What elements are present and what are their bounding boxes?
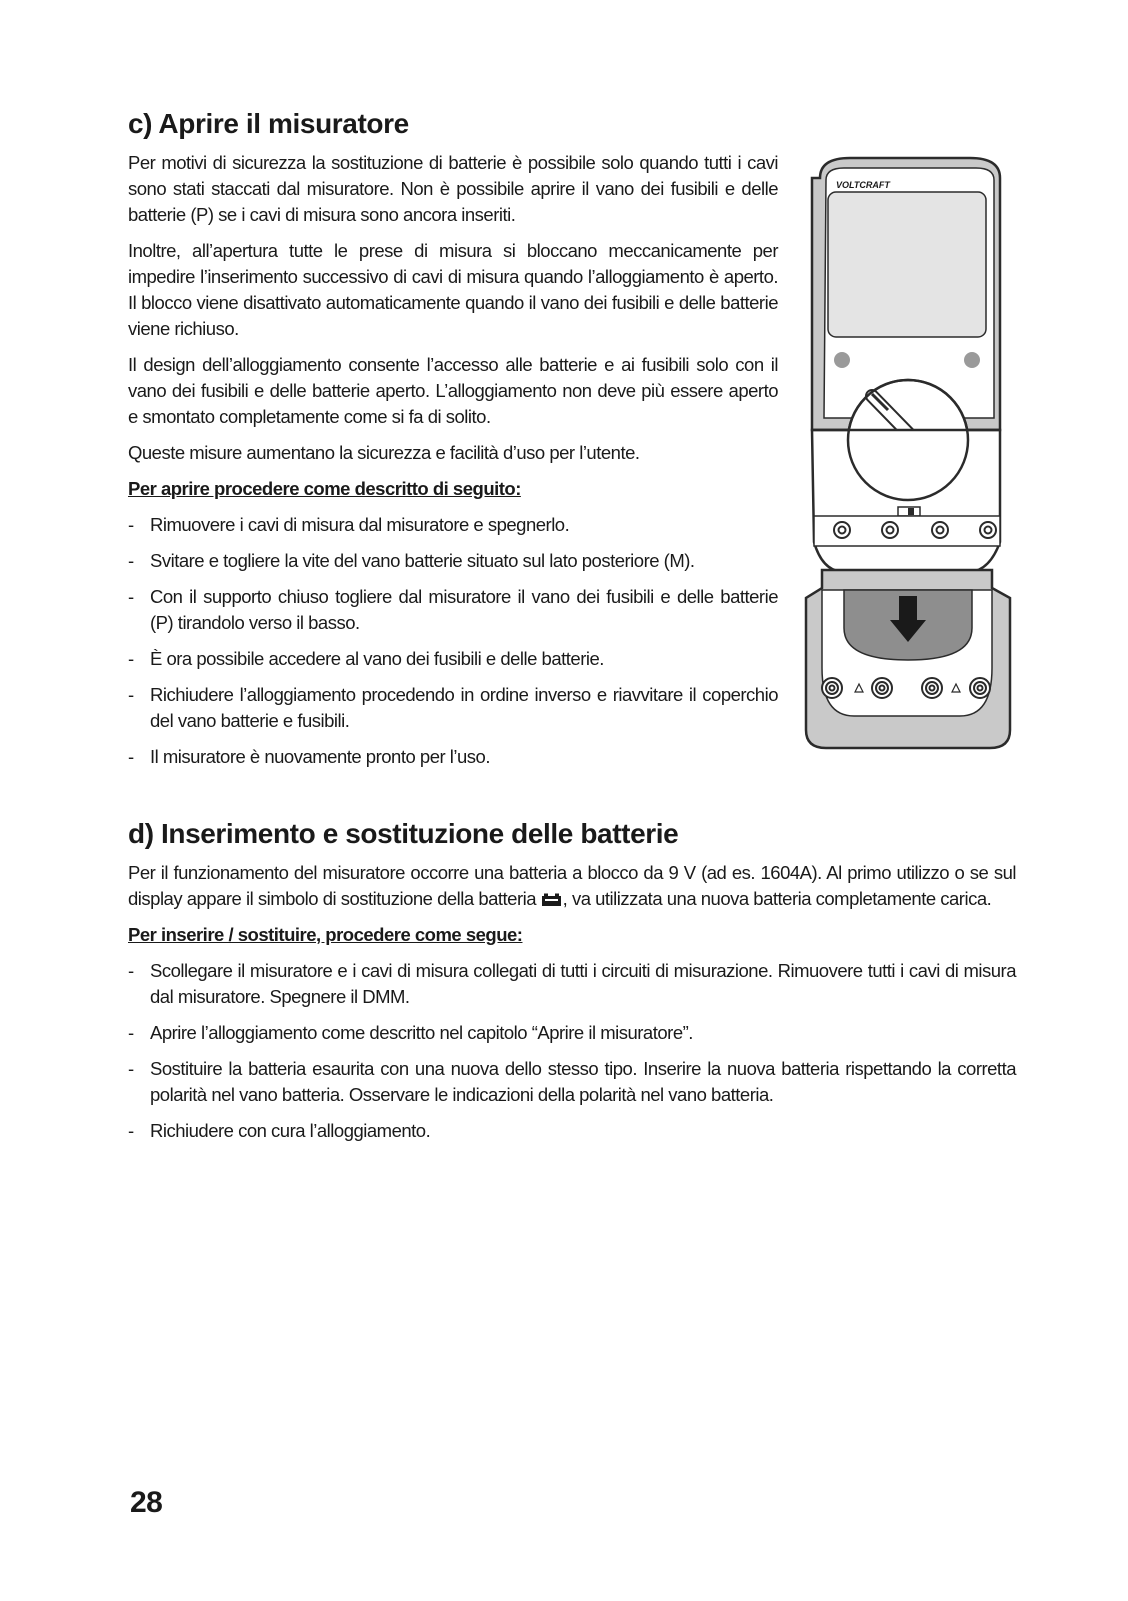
section-d-intro [128,860,1016,912]
list-item [128,682,778,734]
intro-text-end: , va utilizzata una nuova batteria completamente carica. [562,888,992,909]
dash-bullet: - [128,1022,134,1043]
dash-bullet: - [128,550,134,571]
dash-bullet: - [128,684,134,705]
step-text: Richiudere l’alloggiamento procedendo in ordine inverso e riavvitare il coperchio del vano batterie e fusibili. [150,684,778,731]
dash-bullet: - [128,746,134,767]
list-item [128,646,778,672]
list-item [128,512,778,538]
lcd-display [828,192,986,337]
paragraph: Per motivi di sicurezza la sostituzione di batterie è possibile solo quando tutti i cavi sono stati staccati dal misuratore. Non è possibile aprire il vano dei fusibili e delle batterie (P) se i cavi di misura sono ancora inseriti. [128,152,778,225]
section-d-steps [128,958,1016,1144]
battery-icon [541,893,563,907]
section-c-body [128,150,778,780]
list-item [128,958,1016,1010]
list-item [128,1020,1016,1046]
step-text: È ora possibile accedere al vano dei fusibili e delle batterie. [150,648,604,669]
list-item [128,548,778,574]
paragraph: Inoltre, all’apertura tutte le prese di misura si bloccano meccanicamente per impedire l’inserimento successivo di cavi di misura quando l’alloggiamento è aperto. Il blocco viene disattivato automaticamente quando il vano dei fusibili e delle batterie viene richiuso. [128,240,778,339]
dash-bullet: - [128,648,134,669]
step-text: Aprire l’alloggiamento come descritto nel capitolo “Aprire il misuratore”. [150,1022,693,1043]
dash-bullet: - [128,1058,134,1079]
paragraph: Queste misure aumentano la sicurezza e facilità d’uso per l’utente. [128,442,640,463]
step-text: Svitare e togliere la vite del vano batterie situato sul lato posteriore (M). [150,550,695,571]
intro-text: Per il funzionamento del misuratore occorre una batteria a blocco da 9 V (ad es. 1604A). Al primo utilizzo o se sul display appare il simbolo di sostituzione della batteria [128,862,1016,909]
step-text: Rimuovere i cavi di misura dal misuratore e spegnerlo. [150,514,570,535]
button-left-icon [834,352,850,368]
section-c-subheading: Per aprire procedere come descritto di seguito: [128,478,521,499]
page-number: 28 [130,1486,163,1519]
section-c-title: c) Aprire il misuratore [128,108,409,139]
section-d-subheading: Per inserire / sostituire, procedere come segue: [128,924,523,945]
section-d-body [128,860,1016,1154]
section-c-steps [128,512,778,770]
dash-bullet: - [128,960,134,981]
list-item [128,1056,1016,1108]
step-text: Il misuratore è nuovamente pronto per l’uso. [150,746,490,767]
button-right-icon [964,352,980,368]
step-text: Sostituire la batteria esaurita con una nuova dello stesso tipo. Inserire la nuova batteria rispettando la corretta polarità nel vano batteria. Osservare le indicazioni della polarità nel vano batteria. [150,1058,1016,1105]
dash-bullet: - [128,514,134,535]
step-text: Scollegare il misuratore e i cavi di misura collegati di tutti i circuiti di misurazione. Rimuovere tutti i cavi di misura dal misuratore. Spegnere il DMM. [150,960,1016,1007]
multimeter-illustration [800,150,1020,760]
step-text: Richiudere con cura l’alloggiamento. [150,1120,431,1141]
dash-bullet: - [128,1120,134,1141]
brand-label: VOLTCRAFT [836,180,890,190]
section-d-title: d) Inserimento e sostituzione delle batterie [128,818,679,849]
list-item [128,744,778,770]
step-text: Con il supporto chiuso togliere dal misuratore il vano dei fusibili e delle batterie (P) tirandolo verso il basso. [150,586,778,633]
list-item [128,1118,1016,1144]
paragraph: Il design dell’alloggiamento consente l’accesso alle batterie e ai fusibili solo con il vano dei fusibili e delle batterie aperto. L’alloggiamento non deve più essere aperto e smontato completamente come si fa di solito. [128,354,778,427]
list-item [128,584,778,636]
dash-bullet: - [128,586,134,607]
